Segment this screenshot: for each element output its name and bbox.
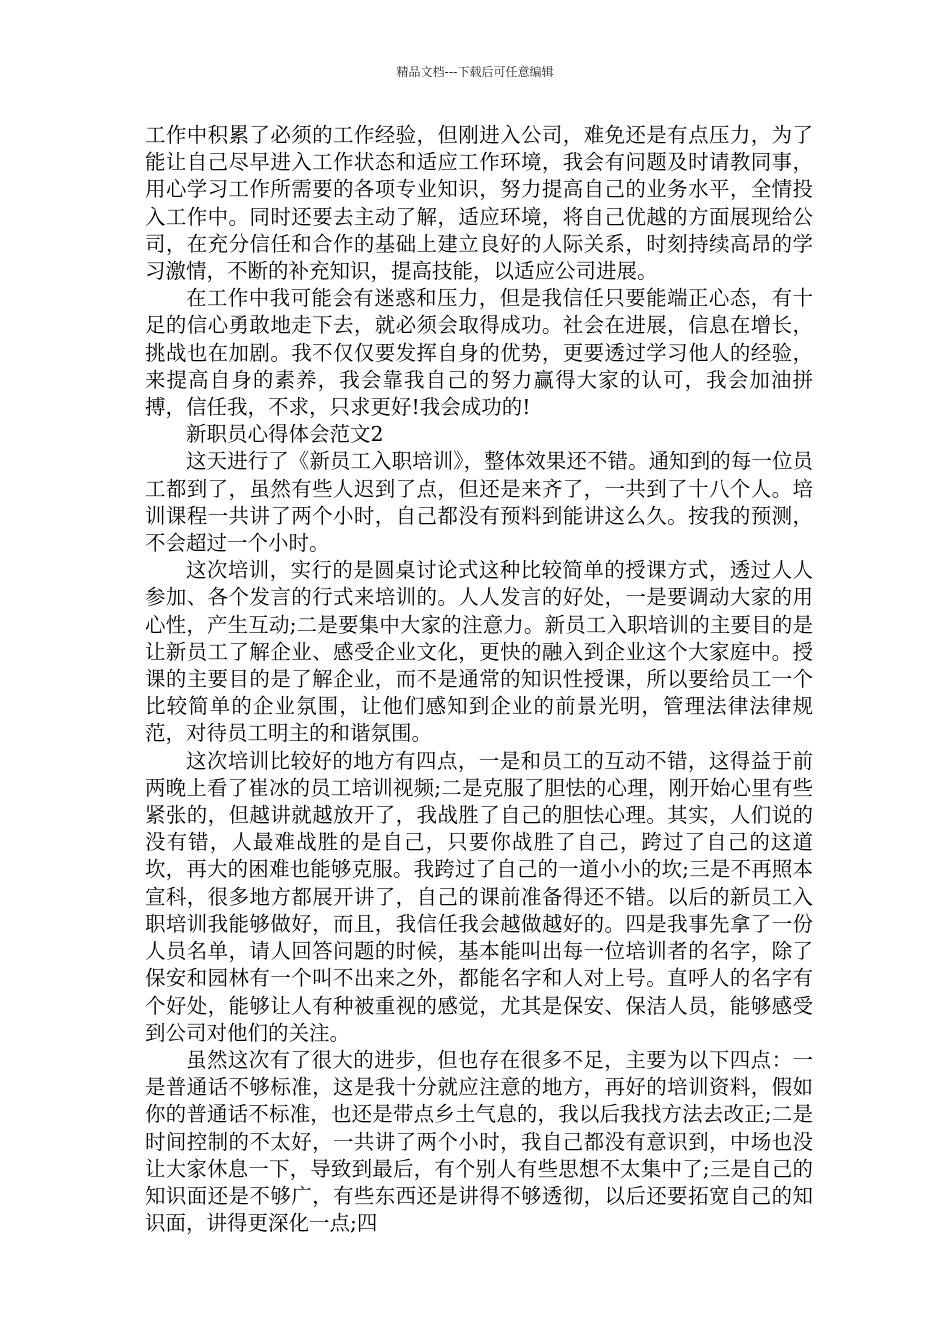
paragraph-1: 工作中积累了必须的工作经验，但刚进入公司，难免还是有点压力，为了能让自己尽早进入工作状态和适应工作环境，我会有问题及时请教同事，用心学习工作所需要的各项专业知识，努力提高自己的业务水平，全情投入工作中。同时还要去主动了解，适应环境，将自己优越的方面展现给公司，在充分信任和合作的基础上建立良好的人际关系，时刻持续高昂的学习激情，不断的补充知识，提高技能，以适应公司进展。	[145, 123, 813, 284]
page-header: 精品文档---下载后可任意编辑	[396, 65, 554, 79]
document-body	[145, 122, 813, 1237]
paragraph-6: 虽然这次有了很大的进步，但也存在很多不足，主要为以下四点：一是普通话不够标准，这是我十分就应注意的地方，再好的培训资料，假如你的普通话不标准，也还是带点乡土气息的，我以后我找方法去改正;二是时间控制的不太好，一共讲了两个小时，我自己都没有意识到，中场也没让大家休息一下，导致到最后，有个别人有些思想不太集中了;三是自己的知识面还是不够广，有些东西还是讲得不够透彻，以后还要拓宽自己的知识面，讲得更深化一点;四	[145, 1047, 813, 1236]
paragraph-4: 这次培训，实行的是圆桌讨论式这种比较简单的授课方式，透过人人参加、各个发言的行式来培训的。人人发言的好处，一是要调动大家的用心性，产生互动;二是要集中大家的注意力。新员工入职培训的主要目的是让新员工了解企业、感受企业文化，更快的融入到企业这个大家庭中。授课的主要目的是了解企业，而不是通常的知识性授课，所以要给员工一个比较简单的企业氛围，让他们感知到企业的前景光明，管理法律法律规范，对待员工明主的和谐氛围。	[145, 558, 813, 746]
paragraph-3: 这天进行了《新员工入职培训》，整体效果还不错。通知到的每一位员工都到了，虽然有些人迟到了点，但还是来齐了，一共到了十八个人。培训课程一共讲了两个小时，自己都没有预料到能讲这么久。按我的预测，不会超过一个小时。	[145, 449, 813, 556]
paragraph-2: 在工作中我可能会有迷惑和压力，但是我信任只要能端正心态，有十足的信心勇敢地走下去，就必须会取得成功。社会在进展，信息在增长，挑战也在加剧。我不仅仅要发挥自身的优势，更要透过学习他人的经验，来提高自身的素养，我会靠我自己的努力赢得大家的认可，我会加油拼搏，信任我，不求，只求更好!我会成功的!	[145, 286, 813, 420]
section-heading: 新职员心得体会范文2	[186, 422, 384, 447]
paragraph-5: 这次培训比较好的地方有四点，一是和员工的互动不错，这得益于前两晚上看了崔冰的员工培训视频;二是克服了胆怯的心理，刚开始心里有些紧张的，但越讲就越放开了，我战胜了自己的胆怯心理。其实，人们说的没有错，人最难战胜的是自己，只要你战胜了自己，跨过了自己的这道坎，再大的困难也能够克服。我跨过了自己的一道小小的坎;三是不再照本宣科，很多地方都展开讲了，自己的课前准备得还不错。以后的新员工入职培训我能够做好，而且，我信任我会越做越好的。四是我事先拿了一份人员名单，请人回答问题的时候，基本能叫出每一位培训者的名字，除了保安和园林有一个叫不出来之外，都能名字和人对上号。直呼人的名字有个好处，能够让人有种被重视的感觉，尤其是保安、保洁人员，能够感受到公司对他们的关注。	[145, 748, 813, 1045]
